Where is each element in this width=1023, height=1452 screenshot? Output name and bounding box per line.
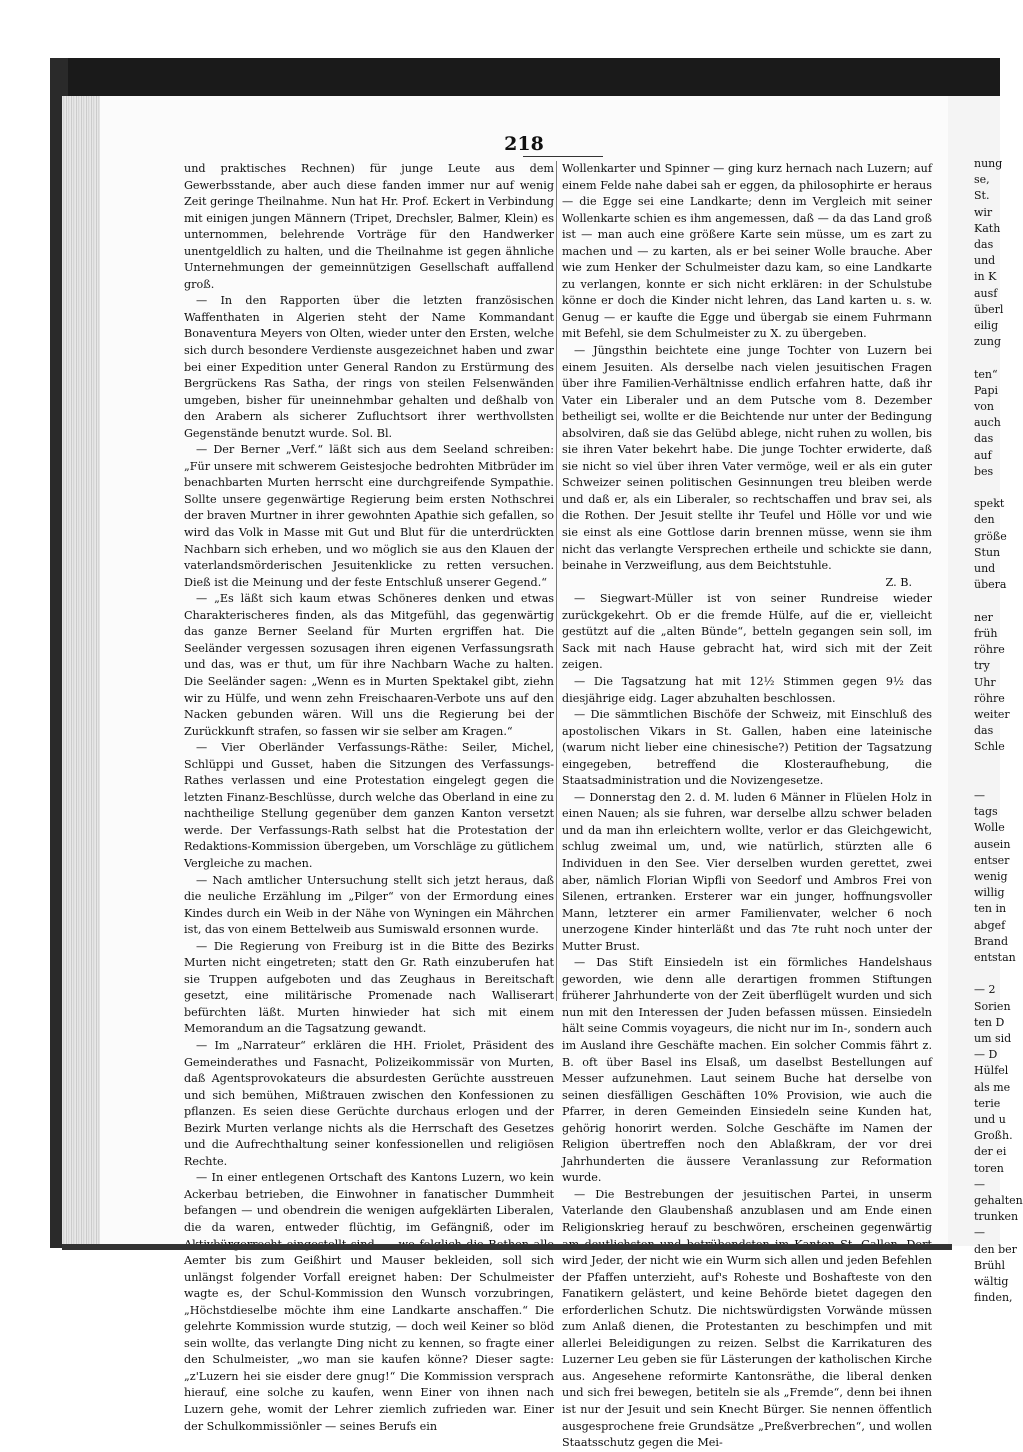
adjacent-text-fragment: Stun <box>974 545 1001 559</box>
adjacent-text-fragment: weiter <box>974 707 1010 721</box>
article-paragraph: — Siegwart-Müller ist von seiner Rundreise wieder zurückgekehrt. Ob er die fremde Hülfe, auf die er, vielleicht gestützt auf die „alten Bünde“, betteln gegangen sein soll, im Sack mit nach Hause gebracht hat, wird sich mit der Zeit zeigen. <box>562 592 932 672</box>
adjacent-text-fragment: röhre <box>974 691 1005 705</box>
article-paragraph: — Die Bestrebungen der jesuitischen Partei, in unserm Vaterlande den Glaubenshaß anzublasen und am Ende einen Religionskrieg herauf zu beschwören, erscheinen gegenwärtig wird Jeder, der nicht wie ein Wurm sich allen und jeden Befehlen der Pfaffen unterzieht, auf's Roheste und Boshafteste von den Fanatikern gelästert, und keine Behörde bietet dagegen den erforderlichen Schutz. Die nichtswürdigsten Vorwände müssen zum Anlaß dienen, die Protestanten zu beschimpfen und mit allerlei Beleidigungen zu reizen. Selbst die Karrikaturen des Luzerner Leu geben sie für Lästerungen der katholischen Kirche aus. Angesehene reformirte Kantonsräthe, die liberal denken und sich frei bewegen, betiteln sie als „Fremde“, denn bei ihnen ist nur der Jesuit und sein Knecht Bürger. Sie nennen öffentlich ausgesprochene freie Grundsätze „Preßverbrechen“, und wollen Staatsschutz gegen die Mei- <box>562 1187 932 1450</box>
adjacent-text-fragment: der ei <box>974 1145 1007 1159</box>
article-paragraph: — Jüngsthin beichtete eine junge Tochter von Luzern bei einem Jesuiten. Als derselbe nach vielen jesuitischen Fragen über ihre Familien-Verhältnisse endlich erfahren hatte, daß ihr Vater ein Liberaler und an dem Putsche vom 8. Dezember betheiligt sei, wollte er die Beichtende nur unter der Bedingung absolviren, daß sie das Gelübd ablege, nicht ruhen zu wollen, bis sie ihren Vater bekehrt habe. Die junge Tochter erwiderte, daß sie nicht so viel über ihren Vater vermöge, weil er als ein guter Schweizer seinen politischen Gesinnungen treu bleiben werde und daß er, als ein Liberaler, so rechtschaffen und brav sei, als die Rothen. Der Jesuit stellte ihr Teufel und Hölle vor und wie sie einst als eine Gottlose darin brennen müsse, wenn sie ihm nicht das verlangte Versprechen ertheile und schickte sie dann, beinahe in Verzweiflung, aus dem Beichtstuhle. <box>562 344 932 573</box>
adjacent-text-fragment: ausein <box>974 837 1011 851</box>
adjacent-text-fragment: bes <box>974 464 994 478</box>
article-paragraph: — Donnerstag den 2. d. M. luden 6 Männer in Flüelen Holz in einen Nauen; als sie fuhren, war derselbe allzu schwer beladen und da man ihn erleichtern wollte, verlor er das Gleichgewicht, schlug zweimal um, und, wie natürlich, stürzten alle 6 Individuen in den See. Vier derselben wurden gerettet, zwei aber, nämlich Florian Wipfli von Seedorf und Ambros Frei von Silenen, ertranken. Ersterer war ein junger, hoffnungsvoller Mann, letzterer ein armer Familienvater, welcher 6 noch unerzogene Kinder hinterläßt und das 7te ruht noch unter der Mutter Brust. <box>562 790 932 953</box>
adjacent-text-fragment: Brand <box>974 934 1009 948</box>
scanner-border-top <box>50 58 1000 98</box>
adjacent-text-fragment: spekt <box>974 497 1005 511</box>
adjacent-text-fragment: und <box>974 562 996 576</box>
adjacent-text-fragment: wir <box>974 205 993 219</box>
adjacent-text-fragment: das <box>974 238 994 252</box>
adjacent-page-column <box>948 96 1023 1306</box>
article-paragraph: — Nach amtlicher Untersuchung stellt sich jetzt heraus, daß die neuliche Erzählung im „Pilger“ von der Ermordung eines Kindes durch ein Weib in der Nähe von Wyningen ein Mährchen ist, das von einem Bettelweib aus Sumiswald ersonnen wurde. <box>184 873 554 937</box>
adjacent-text-fragment: eilig <box>974 319 999 333</box>
adjacent-text-fragment: ten D <box>974 1015 1005 1029</box>
article-paragraph: Wollenkarter und Spinner — ging kurz hernach nach Luzern; auf einem Felde nahe dabei sah er eggen, da philosophirte er heraus — die Egge sei eine Landkarte; denn im Vergleich mit seiner Wollenkarte schien es ihm angemessen, daß — da das Land groß ist — man auch eine größere Karte sein müsse, um es zart zu machen und — zu karten, als er bei seiner Wolle brauche. Aber wie zum Henker der Schulmeister dazu kam, so eine Landkarte zu verlangen, konnte er sich nicht erklären: in der Schulstube könne er doch die Kinder nicht lehren, das Land karten u. s. w. Genug — er kaufte die Egge und übergab sie einem Fuhrmann mit Befehl, sie dem Schulmeister zu X. zu übergeben. <box>562 162 932 341</box>
adjacent-text-fragment: terie <box>974 1096 1001 1110</box>
article-paragraph: und praktisches Rechnen) für junge Leute aus dem Gewerbsstande, aber auch diese fanden immer nur auf wenig Zeit geringe Theilnahme. Nun hat Hr. Prof. Eckert in Verbindung mit einigen jungen Männern (Tripet, Drechsler, Balmer, Klein) es unternommen, belehrende Vorträge für den Handwerker unentgeldlich zu halten, und die Theilnahme ist gegen ähnliche Unternehmungen der gemeinnützigen Gesellschaft auffallend groß. <box>184 162 554 291</box>
page-number-rule <box>523 156 603 157</box>
adjacent-text-fragment: den <box>974 513 995 527</box>
adjacent-text-fragment: auch <box>974 416 1001 430</box>
adjacent-text-fragment: als me <box>974 1080 1011 1094</box>
adjacent-text-fragment: von <box>974 400 994 414</box>
adjacent-text-fragment: auf <box>974 448 992 462</box>
adjacent-text-fragment: ausf <box>974 286 998 300</box>
adjacent-text-fragment: das <box>974 724 994 738</box>
article-paragraph: — „Es läßt sich kaum etwas Schöneres denken und etwas Charakterischeres finden, als das Mitgefühl, das gegenwärtig das ganze Berner Seeland für Murten ergriffen hat. Die Seeländer vergessen sozusagen ihren eigenen Verfassungsrath und das, was er thut, um für ihre Nachbarn Wache zu halten. Die Seeländer sagen: „Wenn es in Murten Spektakel gibt, ziehn wir zu Hülfe, und wenn zehn Freischaaren-Verbote uns auf den Nacken gebunden wären. Will uns die Regierung bei der Zurückkunft strafen, so fassen wir sie selber am Kragen.“ <box>184 592 554 738</box>
adjacent-text-fragment: ten in <box>974 902 1007 916</box>
adjacent-text-fragment: übera <box>974 578 1007 592</box>
article-paragraph: — Die Regierung von Freiburg ist in die Bitte des Bezirks Murten nicht eingetreten; statt den Gr. Rath einzuberufen hat sie Truppen aufgeboten und das Zeughaus in Bereitschaft gesetzt, eine militärische Promenade nach Walliserart befürchten läßt. Murten hinwieder hat sich mit einem Memorandum an die Tagsatzung gewandt. <box>184 939 554 1036</box>
newspaper-page <box>100 96 951 1450</box>
adjacent-text-fragment: — D <box>974 1048 998 1062</box>
adjacent-text-fragment: den ber <box>974 1242 1017 1256</box>
column-divider <box>556 161 557 1001</box>
adjacent-text-fragment: das <box>974 432 994 446</box>
adjacent-text-fragment: und <box>974 254 996 268</box>
page-bottom-edge <box>62 1244 952 1250</box>
adjacent-text-fragment: St. <box>974 189 990 203</box>
adjacent-text-fragment: und u <box>974 1112 1006 1126</box>
adjacent-text-fragment: nung <box>974 157 1003 170</box>
article-paragraph: — In einer entlegenen Ortschaft des Kantons Luzern, wo kein Ackerbau betrieben, die Einwohner in fanatischer Dummheit befangen — und obendrein die wenigen aufgeklärten Liberalen, die da waren, entweder flüchtig, im Gefängniß, oder im Aemter bis zum Geißhirt und Mauser bekleiden, soll sich unlängst folgender Vorfall ereignet haben: Der Schulmeister wagte es, der Schul-Kommission den Wunsch vorzubringen, „Höchstdieselbe möchte ihm eine Landkarte anschaffen.“ Die gelehrte Kommission wurde stutzig, — doch weil Keiner so blöd sein wollte, das verlangte Ding nicht zu kennen, so fragte einer den Schulmeister, „wo man sie kaufen könne? Dieser sagte: „z'Luzern hei sie eisder dere gnug!“ Die Kommission versprach hierauf, eine solche zu kaufen, wenn Einer von ihnen nach Luzern gehe, womit der Lehrer ziemlich zufrieden war. Einer der Schulkommissiönler — seines Berufs ein <box>184 1171 554 1433</box>
article-paragraph: — Die sämmtlichen Bischöfe der Schweiz, mit Einschluß des apostolischen Vikars in St. Gallen, haben eine lateinische (warum nicht lieber eine chinesische?) Petition der Tagsatzung eingegeben, betreffend die Klosteraufhebung, die Staatsadministration und die Novizengesetze. <box>562 708 932 788</box>
adjacent-text-fragment <box>974 966 1000 982</box>
adjacent-text-fragment: Kath <box>974 221 1001 235</box>
adjacent-text-fragment: try <box>974 659 990 673</box>
page-number: 218 <box>504 133 544 155</box>
adjacent-text-fragment: — <box>974 788 985 802</box>
adjacent-text-fragment <box>974 772 1000 788</box>
adjacent-text-fragment: Uhr <box>974 675 996 689</box>
adjacent-text-fragment: wältig <box>974 1275 1009 1289</box>
adjacent-text-fragment: abgef <box>974 918 1006 932</box>
article-paragraph: — Die Tagsatzung hat mit 12½ Stimmen gegen 9½ das diesjährige eidg. Lager abzuhalten beschlossen. <box>562 674 932 705</box>
adjacent-text-fragment: Brühl <box>974 1258 1006 1272</box>
adjacent-text-fragment: wenig <box>974 869 1008 883</box>
adjacent-text-fragment: entstan <box>974 950 1016 964</box>
adjacent-text-fragment: tags <box>974 805 998 819</box>
adjacent-text-fragment: Großh. <box>974 1129 1013 1143</box>
book-gutter <box>62 96 102 1246</box>
article-paragraph: — Das Stift Einsiedeln ist ein förmliches Handelshaus geworden, wie denn alle derartigen frommen Stiftungen früherer Jahrhunderte von der Zeit überflügelt wurden und sich nun mit den Interessen der Juden befassen müssen. Einsiedeln hält seine Commis voyageurs, die nicht nur im In-, sondern auch im Ausland ihre Geschäfte machen. Ein solcher Commis fährt z. B. oft über Basel ins Elsaß, um daselbst Bestellungen auf Messer aufzunehmen. Laut seinem Buche hat derselbe von seinen diesfälligen Geschäften 10% Provision, wie auch die Pfarrer, in deren Gemeinden Einsiedeln seine Kunden hat, gehörig honorirt werden. Solche Geschäfte im Namen der Religion übertreffen noch den Ablaßkram, der vor drei Jahrhunderten die äussere Veranlassung zur Reformation wurde. <box>562 956 932 1185</box>
adjacent-text-fragment: entser <box>974 853 1010 867</box>
adjacent-page-strip <box>948 96 1023 1305</box>
adjacent-text-fragment <box>974 480 1000 496</box>
adjacent-text-fragment: röhre <box>974 643 1005 657</box>
adjacent-text-fragment: Hülfel <box>974 1064 1009 1078</box>
adjacent-text-fragment: — <box>974 1226 985 1240</box>
article-paragraph: — Im „Narrateur“ erklären die HH. Friolet, Präsident des Gemeinderathes und Fasnacht, Polizeikommissär von Murten, daß Agentsprovokateurs die absurdesten Gerüchte ausstreuen und sich bemühen, Mißtrauen zwischen den Konfessionen zu pflanzen. Es seien diese Gerüchte durchaus erlogen und der Bezirk Murten verlange nichts als die Herrschaft des Gesetzes und die Aufrechthaltung seiner konfessionellen und religiösen Rechte. <box>184 1038 554 1168</box>
adjacent-text-fragment: überl <box>974 302 1004 316</box>
right-column <box>562 161 932 1452</box>
adjacent-text-fragment: ten“ <box>974 367 998 381</box>
adjacent-text-fragment <box>974 593 1000 609</box>
article-paragraph: Z. B. <box>885 575 912 589</box>
article-paragraph: — In den Rapporten über die letzten französischen Waffenthaten in Algerien steht der Name Kommandant Bonaventura Meyers von Olten, wieder unter den Ersten, welche sich durch besondere Verdienste ausgezeichnet haben und zwar bei einer Expedition unter General Randon zu Erstürmung des Bergrückens Ras Satha, der rings von steilen Felsenwänden umgeben, bisher für uneinnehmbar gehalten und deßhalb von den Arabern als sicherer Zufluchtsort ihrer werthvollsten Gegenstände benutzt wurde. Sol. Bl. <box>184 294 554 440</box>
adjacent-text-fragment <box>974 756 1000 772</box>
adjacent-text-fragment: Sorien <box>974 999 1011 1013</box>
adjacent-text-fragment: — <box>974 1177 985 1191</box>
adjacent-text-fragment: ner <box>974 610 993 624</box>
adjacent-text-fragment: gehalten <box>974 1194 1023 1207</box>
adjacent-text-fragment: Wolle <box>974 821 1005 835</box>
article-paragraph: — Der Berner „Verf.“ läßt sich aus dem Seeland schreiben: „Für unsere mit schwerem Geistesjoche bedrohten Mitbrüder im benachbarten Murten herrscht eine durchgreifende Sympathie. Sollte unsere gegenwärtige Regierung beim ersten Nothschrei der braven Murtner in ihrer gewohnten Apathie sich gefallen, so wird das Volk in Masse mit Gut und Blut für die unterdrückten Nachbarn sich erheben, und wo möglich sie aus den Klauen der vaterlandsmörderischen Jesuitenklicke zu retten versuchen. Dieß ist die Meinung und der feste Entschluß unserer Gegend.“ <box>184 443 554 589</box>
adjacent-text-fragment: — 2 <box>974 983 996 997</box>
adjacent-text-fragment: toren <box>974 1161 1004 1175</box>
adjacent-text-fragment <box>974 350 1000 366</box>
adjacent-text-fragment: se, <box>974 173 990 187</box>
adjacent-text-fragment: finden, <box>974 1291 1013 1305</box>
adjacent-text-fragment: größe <box>974 529 1007 543</box>
adjacent-text-fragment: Schle <box>974 740 1005 754</box>
adjacent-text-fragment: Papi <box>974 383 999 397</box>
adjacent-text-fragment: trunken <box>974 1210 1019 1224</box>
adjacent-text-fragment: um sid <box>974 1031 1012 1045</box>
adjacent-text-fragment: in K <box>974 270 997 284</box>
adjacent-text-fragment: zung <box>974 335 1002 349</box>
adjacent-text-fragment: willig <box>974 886 1005 900</box>
article-paragraph: — Vier Oberländer Verfassungs-Räthe: Seiler, Michel, Schlüppi und Gusset, haben die Sitzungen des Verfassungs-Rathes verlassen und eine Protestation eingelegt gegen die letzten Finanz-Beschlüsse, durch welche das Oberland in eine zu nachtheilige Stellung gegenüber dem ganzen Kanton versetzt werde. Der Verfassungs-Rath selbst hat die Protestation der Redaktions-Kommission übergeben, um Vorschläge zu gütlichem Vergleiche zu machen. <box>184 741 554 870</box>
adjacent-text-fragment: früh <box>974 626 998 640</box>
